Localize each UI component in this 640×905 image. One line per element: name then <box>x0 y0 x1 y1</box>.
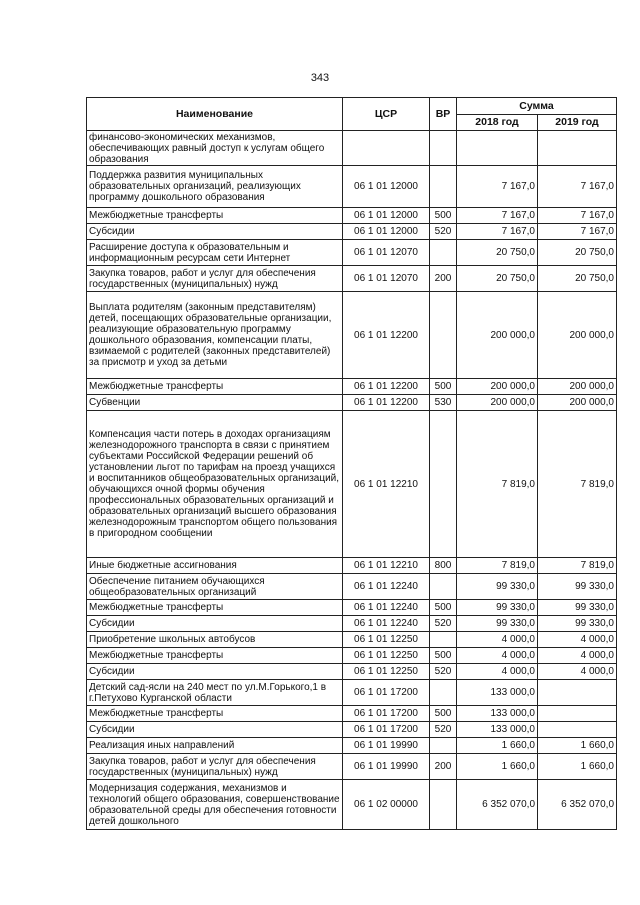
table-row <box>87 266 617 292</box>
row-name: Детский сад-ясли на 240 мест по ул.М.Горького,1 в г.Петухово Курганской области <box>87 680 343 706</box>
row-csr: 06 1 01 17200 <box>343 706 430 722</box>
row-2018: 7 819,0 <box>457 558 538 574</box>
row-name: Межбюджетные трансферты <box>87 706 343 722</box>
row-vr <box>430 680 457 706</box>
row-name: Субсидии <box>87 664 343 680</box>
row-2019: 6 352 070,0 <box>538 780 617 830</box>
row-vr: 520 <box>430 664 457 680</box>
table-row <box>87 648 617 664</box>
row-2019: 99 330,0 <box>538 600 617 616</box>
row-vr <box>430 292 457 379</box>
table-row <box>87 558 617 574</box>
row-vr <box>430 780 457 830</box>
row-name: Модернизация содержания, механизмов и технологий общего образования, совершенствование образовательной среды для обеспечения готовности детей дошкольного <box>87 780 343 830</box>
table-row <box>87 379 617 395</box>
row-2019 <box>538 131 617 166</box>
row-csr: 06 1 01 12210 <box>343 411 430 558</box>
row-2018: 99 330,0 <box>457 616 538 632</box>
header-year-2018: 2018 год <box>457 115 538 131</box>
row-name: Выплата родителям (законным представителям) детей, посещающих образовательные организации, реализующие образовательную программу дошкольного образования, компенсации платы, взимаемой с родителей (законных представителей) за присмотр и уход за детьми <box>87 292 343 379</box>
row-vr: 200 <box>430 266 457 292</box>
row-name: Межбюджетные трансферты <box>87 208 343 224</box>
table-row <box>87 680 617 706</box>
table-row <box>87 395 617 411</box>
row-csr: 06 1 01 19990 <box>343 754 430 780</box>
row-2019: 4 000,0 <box>538 664 617 680</box>
row-vr <box>430 738 457 754</box>
row-vr: 500 <box>430 648 457 664</box>
row-2019: 99 330,0 <box>538 616 617 632</box>
row-vr <box>430 240 457 266</box>
row-csr: 06 1 01 17200 <box>343 680 430 706</box>
row-csr: 06 1 01 19990 <box>343 738 430 754</box>
table-row <box>87 738 617 754</box>
table-row <box>87 292 617 379</box>
row-2018: 1 660,0 <box>457 754 538 780</box>
row-vr <box>430 166 457 208</box>
row-2019: 20 750,0 <box>538 240 617 266</box>
table-row <box>87 131 617 166</box>
row-vr: 520 <box>430 616 457 632</box>
row-2019: 4 000,0 <box>538 632 617 648</box>
row-name: Закупка товаров, работ и услуг для обеспечения государственных (муниципальных) нужд <box>87 266 343 292</box>
row-vr: 800 <box>430 558 457 574</box>
row-2019 <box>538 722 617 738</box>
row-2019 <box>538 706 617 722</box>
row-name: Закупка товаров, работ и услуг для обеспечения государственных (муниципальных) нужд <box>87 754 343 780</box>
row-vr: 530 <box>430 395 457 411</box>
header-year-2019: 2019 год <box>538 115 617 131</box>
row-2019: 1 660,0 <box>538 738 617 754</box>
row-csr: 06 1 01 12070 <box>343 266 430 292</box>
row-vr: 200 <box>430 754 457 780</box>
table-row <box>87 224 617 240</box>
row-2019: 20 750,0 <box>538 266 617 292</box>
row-csr: 06 1 01 12240 <box>343 600 430 616</box>
row-2018: 200 000,0 <box>457 292 538 379</box>
row-2019: 200 000,0 <box>538 395 617 411</box>
table-row <box>87 411 617 558</box>
row-vr <box>430 411 457 558</box>
table-row <box>87 574 617 600</box>
table-row <box>87 664 617 680</box>
row-name: Обеспечение питанием обучающихся общеобразовательных организаций <box>87 574 343 600</box>
row-2018: 6 352 070,0 <box>457 780 538 830</box>
row-vr: 500 <box>430 379 457 395</box>
row-vr <box>430 131 457 166</box>
table-row <box>87 722 617 738</box>
row-name: Субсидии <box>87 616 343 632</box>
row-csr: 06 1 01 12000 <box>343 224 430 240</box>
row-csr: 06 1 01 12240 <box>343 616 430 632</box>
row-2018: 99 330,0 <box>457 600 538 616</box>
row-2018: 1 660,0 <box>457 738 538 754</box>
row-csr: 06 1 01 12070 <box>343 240 430 266</box>
row-2018: 99 330,0 <box>457 574 538 600</box>
row-csr <box>343 131 430 166</box>
row-2018 <box>457 131 538 166</box>
row-2019: 4 000,0 <box>538 648 617 664</box>
row-csr: 06 1 01 12200 <box>343 395 430 411</box>
row-2018: 7 167,0 <box>457 166 538 208</box>
row-name: Расширение доступа к образовательным и информационным ресурсам сети Интернет <box>87 240 343 266</box>
row-2018: 20 750,0 <box>457 266 538 292</box>
row-vr: 500 <box>430 208 457 224</box>
header-name: Наименование <box>87 98 343 131</box>
table-row <box>87 240 617 266</box>
row-name: Иные бюджетные ассигнования <box>87 558 343 574</box>
budget-table <box>86 97 617 830</box>
row-name: Субсидии <box>87 224 343 240</box>
row-2019: 7 819,0 <box>538 411 617 558</box>
row-2018: 7 167,0 <box>457 224 538 240</box>
row-2019: 7 819,0 <box>538 558 617 574</box>
row-2018: 20 750,0 <box>457 240 538 266</box>
page-number: 343 <box>310 72 330 84</box>
header-csr: ЦСР <box>343 98 430 131</box>
row-name: финансово-экономических механизмов, обеспечивающих равный доступ к услугам общего образования <box>87 131 343 166</box>
row-csr: 06 1 01 17200 <box>343 722 430 738</box>
row-2019 <box>538 680 617 706</box>
row-name: Субвенции <box>87 395 343 411</box>
header-vr: ВР <box>430 98 457 131</box>
row-csr: 06 1 01 12210 <box>343 558 430 574</box>
table-row <box>87 754 617 780</box>
row-csr: 06 1 01 12240 <box>343 574 430 600</box>
row-csr: 06 1 01 12200 <box>343 292 430 379</box>
row-2018: 200 000,0 <box>457 379 538 395</box>
row-2019: 7 167,0 <box>538 166 617 208</box>
row-2019: 7 167,0 <box>538 224 617 240</box>
table-row <box>87 208 617 224</box>
row-name: Межбюджетные трансферты <box>87 379 343 395</box>
row-vr <box>430 574 457 600</box>
row-csr: 06 1 02 00000 <box>343 780 430 830</box>
row-csr: 06 1 01 12250 <box>343 648 430 664</box>
row-name: Субсидии <box>87 722 343 738</box>
row-csr: 06 1 01 12250 <box>343 664 430 680</box>
row-csr: 06 1 01 12250 <box>343 632 430 648</box>
row-name: Межбюджетные трансферты <box>87 600 343 616</box>
row-name: Межбюджетные трансферты <box>87 648 343 664</box>
row-2018: 133 000,0 <box>457 706 538 722</box>
row-vr: 500 <box>430 600 457 616</box>
table-row <box>87 166 617 208</box>
row-csr: 06 1 01 12000 <box>343 208 430 224</box>
row-2018: 4 000,0 <box>457 664 538 680</box>
table-row <box>87 616 617 632</box>
header-sum: Сумма <box>457 98 617 115</box>
row-vr: 500 <box>430 706 457 722</box>
row-csr: 06 1 01 12000 <box>343 166 430 208</box>
row-vr: 520 <box>430 224 457 240</box>
row-2018: 133 000,0 <box>457 680 538 706</box>
row-2018: 4 000,0 <box>457 632 538 648</box>
row-name: Компенсация части потерь в доходах организациям железнодорожного транспорта в связи с принятием субъектами Российской Федерации решений об установлении льгот по тарифам на проезд учащихся и воспитанников общеобразовательных организаций, обучающихся очной формы обучения профессиональных образовательных организаций и образовательных организаций высшего образования железнодорожным транспортом общего пользования в пригородном сообщении <box>87 411 343 558</box>
row-2018: 7 167,0 <box>457 208 538 224</box>
row-2019: 200 000,0 <box>538 379 617 395</box>
row-name: Поддержка развития муниципальных образовательных организаций, реализующих программу дошкольного образования <box>87 166 343 208</box>
row-2018: 7 819,0 <box>457 411 538 558</box>
row-vr <box>430 632 457 648</box>
row-2018: 133 000,0 <box>457 722 538 738</box>
row-name: Приобретение школьных автобусов <box>87 632 343 648</box>
row-2019: 200 000,0 <box>538 292 617 379</box>
table-row <box>87 780 617 830</box>
row-2018: 200 000,0 <box>457 395 538 411</box>
row-2018: 4 000,0 <box>457 648 538 664</box>
table-row <box>87 632 617 648</box>
row-2019: 7 167,0 <box>538 208 617 224</box>
row-vr: 520 <box>430 722 457 738</box>
table-row <box>87 706 617 722</box>
row-csr: 06 1 01 12200 <box>343 379 430 395</box>
row-name: Реализация иных направлений <box>87 738 343 754</box>
table-row <box>87 600 617 616</box>
row-2019: 99 330,0 <box>538 574 617 600</box>
row-2019: 1 660,0 <box>538 754 617 780</box>
